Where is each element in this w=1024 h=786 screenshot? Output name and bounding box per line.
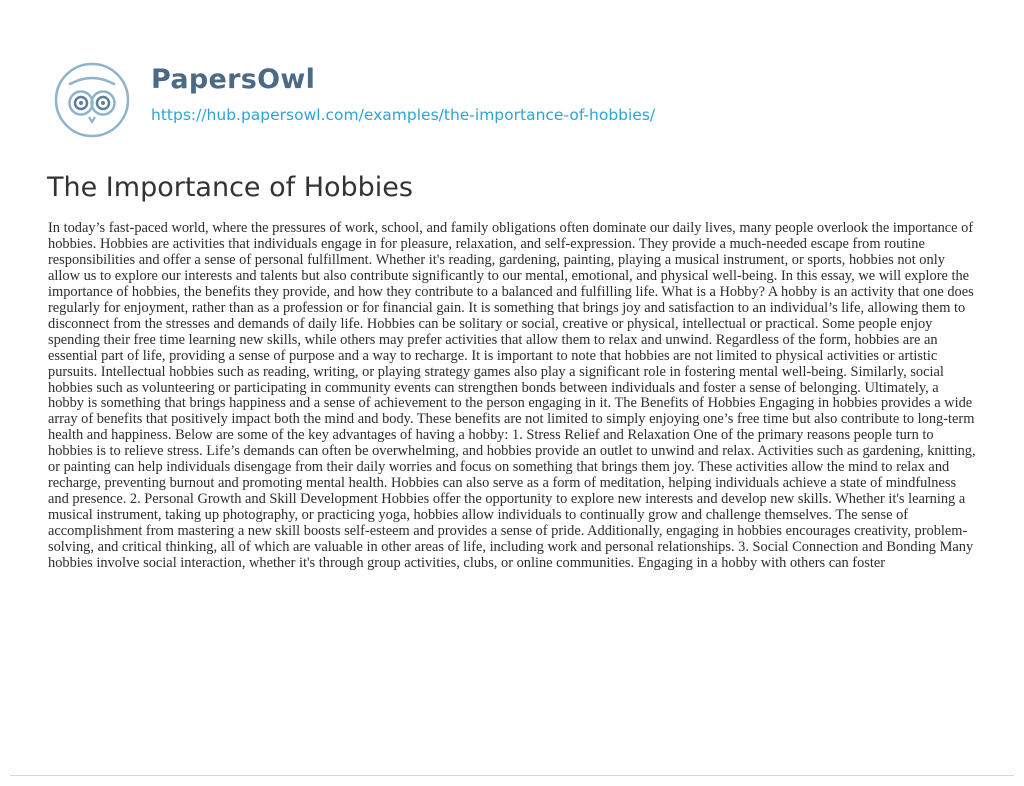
- header: [52, 60, 972, 132]
- brand-name: PapersOwl: [151, 64, 316, 95]
- essay-title: The Importance of Hobbies: [47, 172, 413, 203]
- source-url-link[interactable]: https://hub.papersowl.com/examples/the-importance-of-hobbies/: [151, 106, 656, 124]
- essay-body: In today’s fast-paced world, where the pressures of work, school, and family obligations often dominate our daily lives, many people overlook the importance of hobbies. Hobbies are activities that individuals engage in for pleasure, relaxation, and self-expression. They provide a much-needed escape from routine responsibilities and offer a sense of personal fulfillment. Whether it's reading, gardening, painting, playing a musical instrument, or sports, hobbies not only allow us to explore our interests and talents but also contribute significantly to our mental, emotional, and physical well-being. In this essay, we will explore the importance of hobbies, the benefits they provide, and how they contribute to a balanced and fulfilling life. What is a Hobby? A hobby is an activity that one does regularly for enjoyment, rather than as a profession or for financial gain. It is something that brings joy and satisfaction to an individual’s life, allowing them to disconnect from the stresses and demands of daily life. Hobbies can be solitary or social, creative or physical, intellectual or practical. Some people enjoy spending their free time learning new skills, while others may prefer activities that allow them to relax and unwind. Regardless of the form, hobbies are an essential part of life, providing a sense of purpose and a way to recharge. It is important to note that hobbies are not limited to physical activities or artistic pursuits. Intellectual hobbies such as reading, writing, or playing strategy games also play a significant role in fostering mental well-being. Similarly, social hobbies such as volunteering or participating in community events can strengthen bonds between individuals and foster a sense of belonging. Ultimately, a hobby is something that brings happiness and a sense of achievement to the person engaging in it. The Benefits of Hobbies Engaging in hobbies provides a wide array of benefits that positively impact both the mind and body. These benefits are not limited to simply enjoying one’s free time but also contribute to long-term health and happiness. Below are some of the key advantages of having a hobby: 1. Stress Relief and Relaxation One of the primary reasons people turn to hobbies is to relieve stress. Life’s demands can often be overwhelming, and hobbies provide an outlet to unwind and relax. Activities such as gardening, knitting, or painting can help individuals disengage from their daily worries and focus on something that brings them joy. These activities allow the mind to relax and recharge, preventing burnout and promoting mental health. Hobbies can also serve as a form of meditation, helping individuals achieve a state of mindfulness and presence. 2. Personal Growth and Skill Development Hobbies offer the opportunity to explore new interests and develop new skills. Whether it's learning a musical instrument, taking up photography, or practicing yoga, hobbies allow individuals to continually grow and challenge themselves. The sense of accomplishment from mastering a new skill boosts self-esteem and provides a sense of pride. Additionally, engaging in hobbies encourages creativity, problem-solving, and critical thinking, all of which are valuable in other areas of life, including work and personal relationships. 3. Social Connection and Bonding Many hobbies involve social interaction, whether it's through group activities, clubs, or online communities. Engaging in a hobby with others can foster: [48, 220, 976, 572]
- bottom-divider: [10, 775, 1014, 776]
- owl-face-icon: [52, 60, 132, 140]
